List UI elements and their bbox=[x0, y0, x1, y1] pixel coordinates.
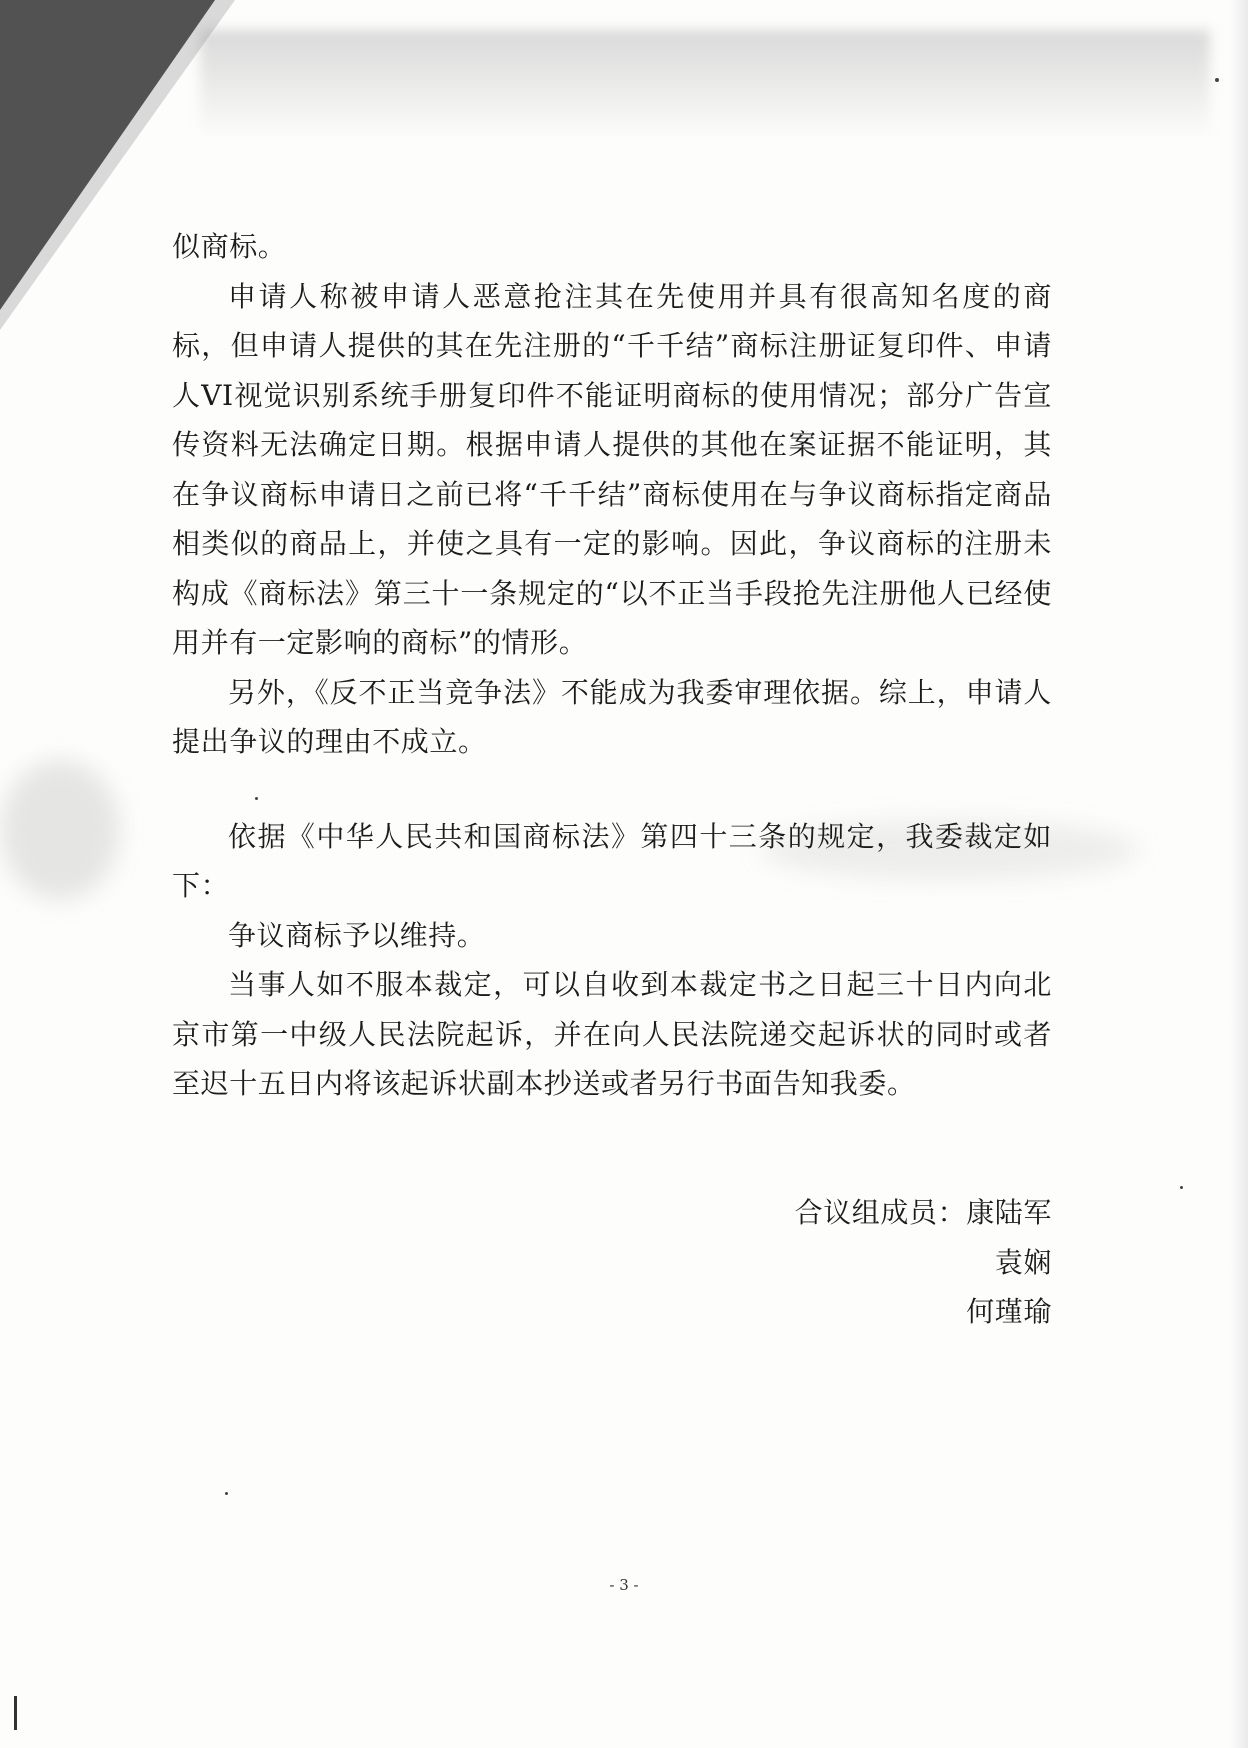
scan-speck bbox=[1215, 78, 1219, 82]
scan-right-edge bbox=[1230, 0, 1248, 1748]
scan-top-haze bbox=[200, 30, 1210, 140]
panel-member-2: 袁娴 bbox=[994, 1245, 1052, 1279]
panel-members-label: 合议组成员：康陆军 bbox=[794, 1196, 1052, 1229]
panel-member-3: 何瑾瑜 bbox=[966, 1295, 1052, 1328]
paragraph-reasoning: 申请人称被申请人恶意抢注其在先使用并具有很高知名度的商标，但申请人提供的其在先注册的“千千结”商标注册证复印件、申请人VI视觉识别系统手册复印件不能证明商标的使用情况；部分广告宣传资料无法确定日期。根据申请人提供的其他在案证据不能证明，其在争议商标申请日之前已将“千千结”商标使用在与争议商标指定商品相类似的商品上，并使之具有一定的影响。因此，争议商标的注册未构成《商标法》第三十一条规定的“以不正当手段抢先注册他人已经使用并有一定影响的商标”的情形。 bbox=[172, 279, 1052, 659]
paragraph-continuation: 似商标。 bbox=[172, 230, 287, 263]
scan-speck bbox=[1180, 1186, 1183, 1189]
page-number: - 3 - bbox=[609, 1576, 639, 1594]
scan-speck bbox=[225, 1492, 228, 1495]
scan-smudge-left bbox=[0, 760, 120, 900]
signature-block bbox=[795, 1188, 1052, 1337]
document-body bbox=[172, 222, 1052, 1109]
paragraph-ruling: 争议商标予以维持。 bbox=[228, 918, 486, 952]
paragraph-appeal-notice: 当事人如不服本裁定，可以自收到本裁定书之日起三十日内向北京市第一中级人民法院起诉，并在向人民法院递交起诉状的同时或者至迟十五日内将该起诉状副本抄送或者另行书面告知我委。 bbox=[172, 968, 1052, 1100]
paragraph-gap bbox=[172, 767, 1052, 812]
scan-left-mark bbox=[14, 1696, 17, 1730]
paragraph-conclusion: 另外，《反不正当竞争法》不能成为我委审理依据。综上，申请人提出争议的理由不成立。 bbox=[172, 675, 1052, 758]
paragraph-legal-basis: 依据《中华人民共和国商标法》第四十三条的规定，我委裁定如下： bbox=[172, 819, 1052, 902]
